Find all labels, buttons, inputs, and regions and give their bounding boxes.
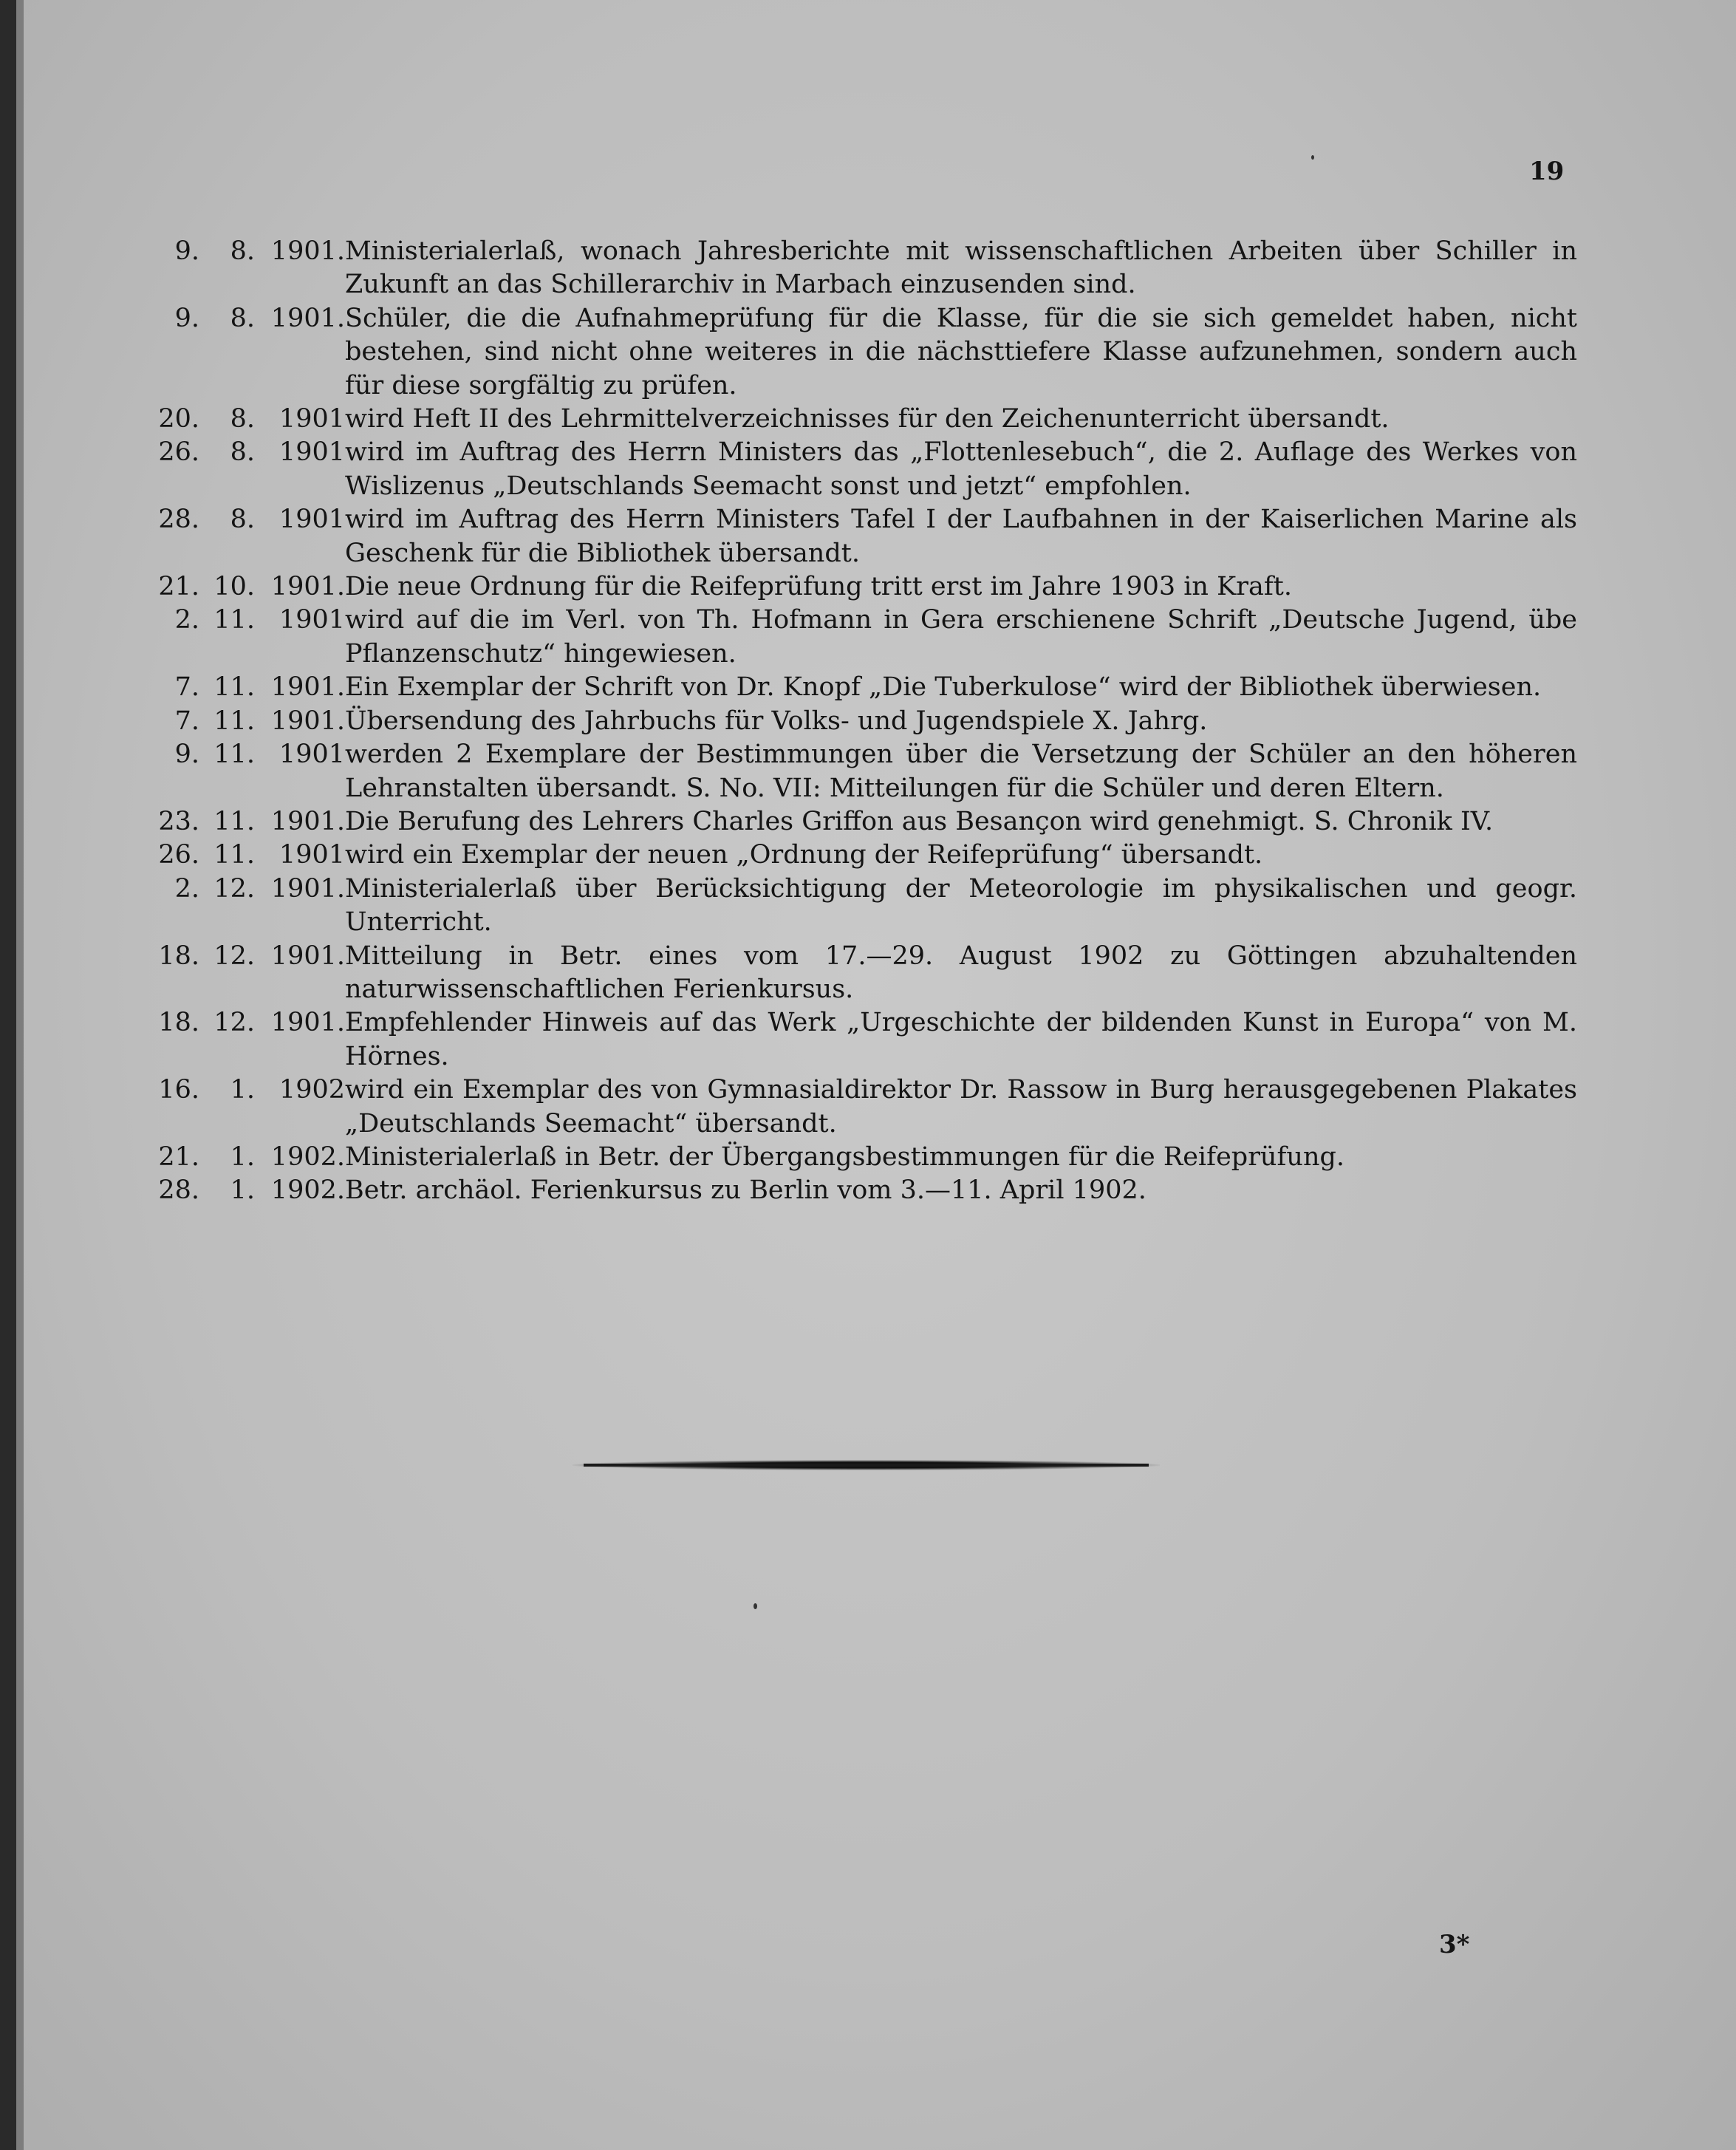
entry-text: Mitteilung in Betr. eines vom 17.—29. August 1902 zu Göttingen abzuhaltenden naturwissenschaftlichen Ferienkursus.	[345, 941, 1577, 1004]
entry-date: 18. 12. 1901.	[158, 1008, 345, 1038]
entry-date: 2. 12. 1901.	[174, 873, 345, 904]
entry-date: 7. 11. 1901.	[174, 672, 345, 703]
entry	[140, 738, 1577, 805]
entry	[140, 805, 1577, 839]
entry	[140, 1006, 1577, 1074]
entry	[140, 436, 1577, 503]
entry-text: Die Berufung des Lehrers Charles Griffon aus Besançon wird genehmigt. S. Chronik IV.	[345, 806, 1494, 836]
entry-date: 26. 11. 1901	[158, 840, 345, 870]
closing-rule	[584, 1464, 1149, 1467]
entry-date: 28. 1. 1902.	[158, 1175, 345, 1206]
entry-date: 9. 8. 1901.	[174, 303, 345, 333]
entry-text: Ministerialerlaß in Betr. der Übergangsbestimmungen für die Reifeprüfung.	[345, 1141, 1345, 1172]
entry	[140, 302, 1577, 403]
entry	[140, 570, 1577, 604]
entry-date: 9. 8. 1901.	[174, 236, 345, 266]
entry	[140, 671, 1577, 704]
entry-date: 28. 8. 1901	[158, 505, 345, 535]
entry-text: Ministerialerlaß, wonach Jahresberichte mit wissenschaftlichen Arbeiten über Schiller in Zukunft an das Schillerarchiv in Marbach einzusenden sind.	[345, 236, 1577, 300]
entry-date: 9. 11. 1901	[174, 740, 345, 770]
entry-text: wird ein Exemplar der neuen „Ordnung der Reifeprüfung“ übersandt.	[345, 840, 1263, 870]
entry	[140, 604, 1577, 671]
entry-text: wird im Auftrag des Herrn Ministers Tafel I der Laufbahnen in der Kaiserlichen Marine als Geschenk für die Bibliothek übersandt.	[345, 505, 1577, 568]
entry	[140, 235, 1577, 302]
entry-text: Empfehlender Hinweis auf das Werk „Urgeschichte der bildenden Kunst in Europa“ von M. Hörnes.	[345, 1008, 1577, 1071]
entry-date: 26. 8. 1901	[158, 437, 345, 468]
scan-binding-edge	[0, 0, 16, 2150]
scan-binding-shadow	[16, 0, 24, 2150]
entry	[140, 1141, 1577, 1174]
entry-date: 23. 11. 1901.	[158, 806, 345, 836]
entry	[140, 940, 1577, 1007]
entry-text: Ein Exemplar der Schrift von Dr. Knopf „Die Tuberkulose“ wird der Bibliothek überwiesen.	[345, 672, 1542, 703]
entry	[140, 1174, 1577, 1207]
entry	[140, 839, 1577, 872]
entry	[140, 403, 1577, 436]
scan-speck	[1311, 155, 1314, 160]
entry	[140, 705, 1577, 738]
entry-date: 21. 10. 1901.	[158, 572, 345, 602]
entry-text: wird im Auftrag des Herrn Ministers das „Flottenlesebuch“, die 2. Auflage des Werkes von Wislizenus „Deutschlands Seemacht sonst und jetzt“ empfohlen.	[345, 437, 1577, 501]
entry	[140, 1074, 1577, 1141]
entry-date: 21. 1. 1902.	[158, 1141, 345, 1172]
entry-date: 2. 11. 1901	[174, 605, 345, 635]
entry-date: 7. 11. 1901.	[174, 706, 345, 736]
entry-text: wird Heft II des Lehrmittelverzeichnisses für den Zeichenunterricht übersandt.	[345, 404, 1390, 434]
entry-text: wird auf die im Verl. von Th. Hofmann in Gera erschienene Schrift „Deutsche Jugend, übe Pflanzenschutz“ hingewiesen.	[345, 605, 1577, 669]
entry-text: werden 2 Exemplare der Bestimmungen über die Versetzung der Schüler an den höheren Lehranstalten übersandt. S. No. VII: Mitteilungen für die Schüler und deren Eltern.	[345, 740, 1577, 803]
entry-text: Schüler, die die Aufnahmeprüfung für die Klasse, für die sie sich gemeldet haben, nicht bestehen, sind nicht ohne weiteres in die nächsttiefere Klasse aufzunehmen, sondern auch für diese sorgfältig zu prüfen.	[345, 303, 1577, 400]
entry-date: 20. 8. 1901	[158, 404, 345, 434]
entry-text: Ministerialerlaß über Berücksichtigung der Meteorologie im physikalischen und geogr. Unterricht.	[345, 873, 1577, 938]
entry-date: 18. 12. 1901.	[158, 941, 345, 971]
entry-text: Übersendung des Jahrbuchs für Volks- und Jugendspiele X. Jahrg.	[345, 706, 1208, 736]
entry-text: wird ein Exemplar des von Gymnasialdirektor Dr. Rassow in Burg herausgegebenen Plakates „Deutschlands Seemacht“ übersandt.	[345, 1075, 1577, 1139]
entry	[140, 503, 1577, 570]
page-number: 19	[1529, 157, 1565, 186]
scan-speck	[753, 1603, 757, 1609]
signature-mark: 3*	[1439, 1930, 1470, 1959]
entry	[140, 873, 1577, 940]
entry-text: Die neue Ordnung für die Reifeprüfung tritt erst im Jahre 1903 in Kraft.	[345, 572, 1292, 602]
entry-date: 16. 1. 1902	[158, 1075, 345, 1105]
entry-text: Betr. archäol. Ferienkursus zu Berlin vom 3.—11. April 1902.	[345, 1175, 1146, 1206]
chronicle-entries	[140, 235, 1577, 1208]
